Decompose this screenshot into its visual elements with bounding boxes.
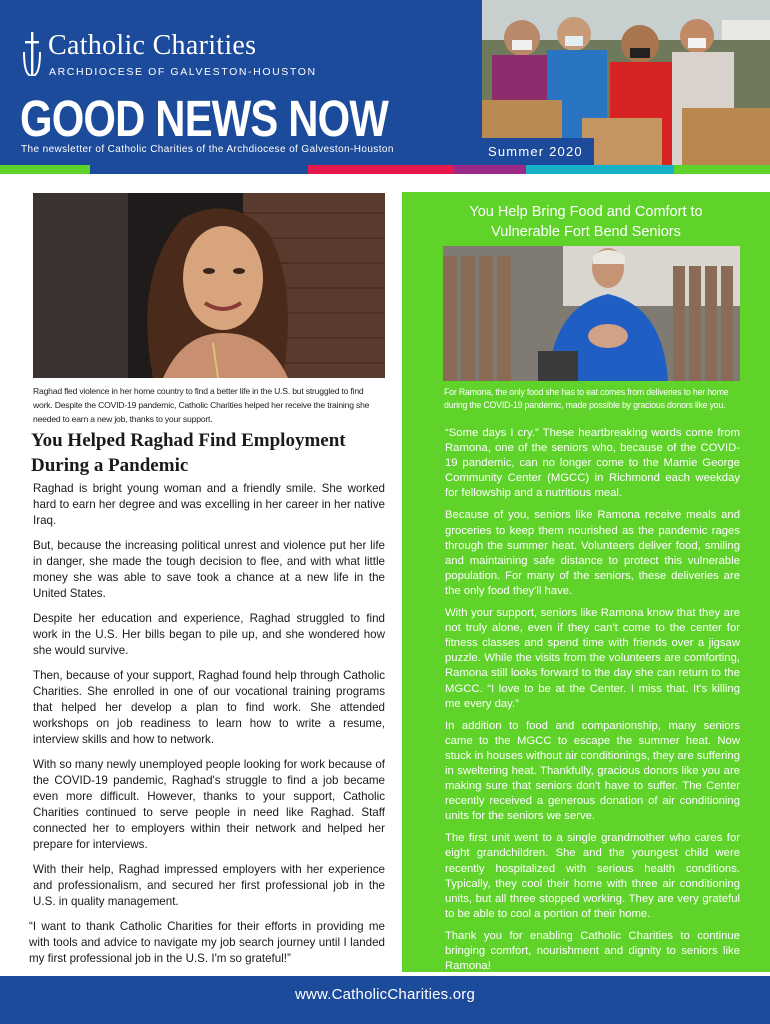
color-stripe (0, 165, 770, 174)
ramona-photo-caption: For Ramona, the only food she has to eat comes from deliveries to her home during the COVID-19 pandemic, made possible by gracious donors like you. (444, 387, 729, 410)
newsletter-tagline: The newsletter of Catholic Charities of the Archdiocese of Galveston-Houston (21, 144, 394, 155)
newsletter-title: GOOD NEWS NOW (20, 90, 389, 147)
seniors-paragraph: Thank you for enabling Catholic Charities to continue bringing comfort, nourishment and dignity to seniors like Ramona! (445, 929, 740, 973)
website-link[interactable]: www.CatholicCharities.org (294, 986, 476, 1003)
raghad-photo-caption: Raghad fled violence in her home country to find a better life in the U.S. but struggled to find work. Despite the COVID-19 pandemic, Catholic Charities helped her receive the training she needed to earn a new job, thanks to your support. (33, 386, 370, 424)
raghad-title-line-2: During a Pandemic (31, 455, 189, 476)
seniors-paragraph: “Some days I cry.” These heartbreaking words come from Ramona, one of the seniors who, because of the COVID-19 pandemic, can no longer come to the Mamie George Community Center (MGCC) in Richmond each weekday for fellowship and a nutritious meal. (445, 427, 740, 500)
stripe-blue (90, 165, 308, 174)
raghad-paragraph: Then, because of your support, Raghad found help through Catholic Charities. She enrolled in one of our vocational training programs that helped her develop a plan to find work. She attended workshops on job readiness to learn how to write a resume, interview skills and how to network. (33, 669, 385, 746)
stripe-green-end (674, 165, 770, 174)
seniors-title-line-2: Vulnerable Fort Bend Seniors (491, 224, 681, 240)
issue-season: Summer 2020 (482, 138, 594, 165)
seniors-paragraph: In addition to food and companionship, many seniors came to the MGCC to escape the summer heat. Now stuck in houses without air conditionings, they are suffering in sweltering heat. Thankfully, gracious donors like you are making sure that seniors don't have to suffer. The Center recently received a generous donation of air conditioning units for the seniors we serve. (445, 719, 740, 823)
stripe-green (0, 165, 90, 174)
seniors-paragraph: With your support, seniors like Ramona know that they are not truly alone, even if they can't come to the center for fitness classes and spend time with friends over a jigsaw puzzle. While the visits from the volunteers are comforting, Ramona still looks forward to the day she can return to the MGCC. “I love to be at the Center. I miss that. It's killing me every day.” (445, 607, 740, 710)
seniors-title-line-1: You Help Bring Food and Comfort to (469, 204, 703, 220)
raghad-paragraph: Despite her education and experience, Raghad struggled to find work in the U.S. Her bills began to pile up, and she wondered how she would survive. (33, 612, 385, 657)
raghad-paragraph: Raghad is bright young woman and a friendly smile. She worked hard to earn her degree and was excelling in her career in her native Iraq. (33, 482, 385, 527)
raghad-title-line-1: You Helped Raghad Find Employment (31, 430, 346, 451)
raghad-photo (33, 193, 385, 378)
seniors-article-title (402, 202, 770, 242)
raghad-paragraph: But, because the increasing political unrest and violence put her life in danger, she made the tough decision to flee, and with what little money she was able to save took a chance at a new life in the United States. (33, 539, 385, 600)
cross-icon (22, 32, 42, 76)
stripe-purple (454, 165, 526, 174)
raghad-article-title (31, 428, 391, 478)
masthead-header (0, 0, 770, 165)
footer (0, 976, 770, 1024)
seniors-article-box (402, 192, 770, 972)
raghad-paragraph: With so many newly unemployed people looking for work because of the COVID-19 pandemic, Raghad's struggle to find a job became even more difficult. However, thanks to your support, Catholic Charities continued to serve people in need like Raghad. Staff connected her to employers within their network and helped her prepare for interviews. (33, 758, 385, 851)
raghad-quote: “I want to thank Catholic Charities for their efforts in providing me with tools and advice to navigate my job search journey until I landed my first professional job in the U.S. I'm so grateful!” (29, 920, 385, 965)
seniors-paragraph: The first unit went to a single grandmother who cares for eight grandchildren. She and the youngest child were recently hospitalized with serious health conditions. Typically, they cool their home with three air conditioning units, but all three stopped working. They are very grateful to be able to cool a portion of their home. (445, 832, 740, 920)
seniors-article-body (445, 426, 740, 981)
seniors-paragraph: Because of you, seniors like Ramona receive meals and groceries to keep them nourished as the pandemic rages through the summer heat. Volunteers deliver food, smiling and maintaining safe distance to protect this vulnerable population. For many of the seniors, these deliveries are the only food they'll have. (445, 509, 740, 597)
org-name: Catholic Charities (48, 30, 257, 61)
stripe-red (308, 165, 454, 174)
org-subtitle: ARCHDIOCESE OF GALVESTON-HOUSTON (49, 66, 317, 78)
catholic-charities-logo[interactable] (22, 28, 317, 80)
raghad-paragraph: With their help, Raghad impressed employers with her experience and professionalism, and secured her first professional job in the U.S. in quality management. (33, 863, 385, 908)
stripe-cyan (526, 165, 674, 174)
raghad-article-body (29, 481, 385, 1017)
